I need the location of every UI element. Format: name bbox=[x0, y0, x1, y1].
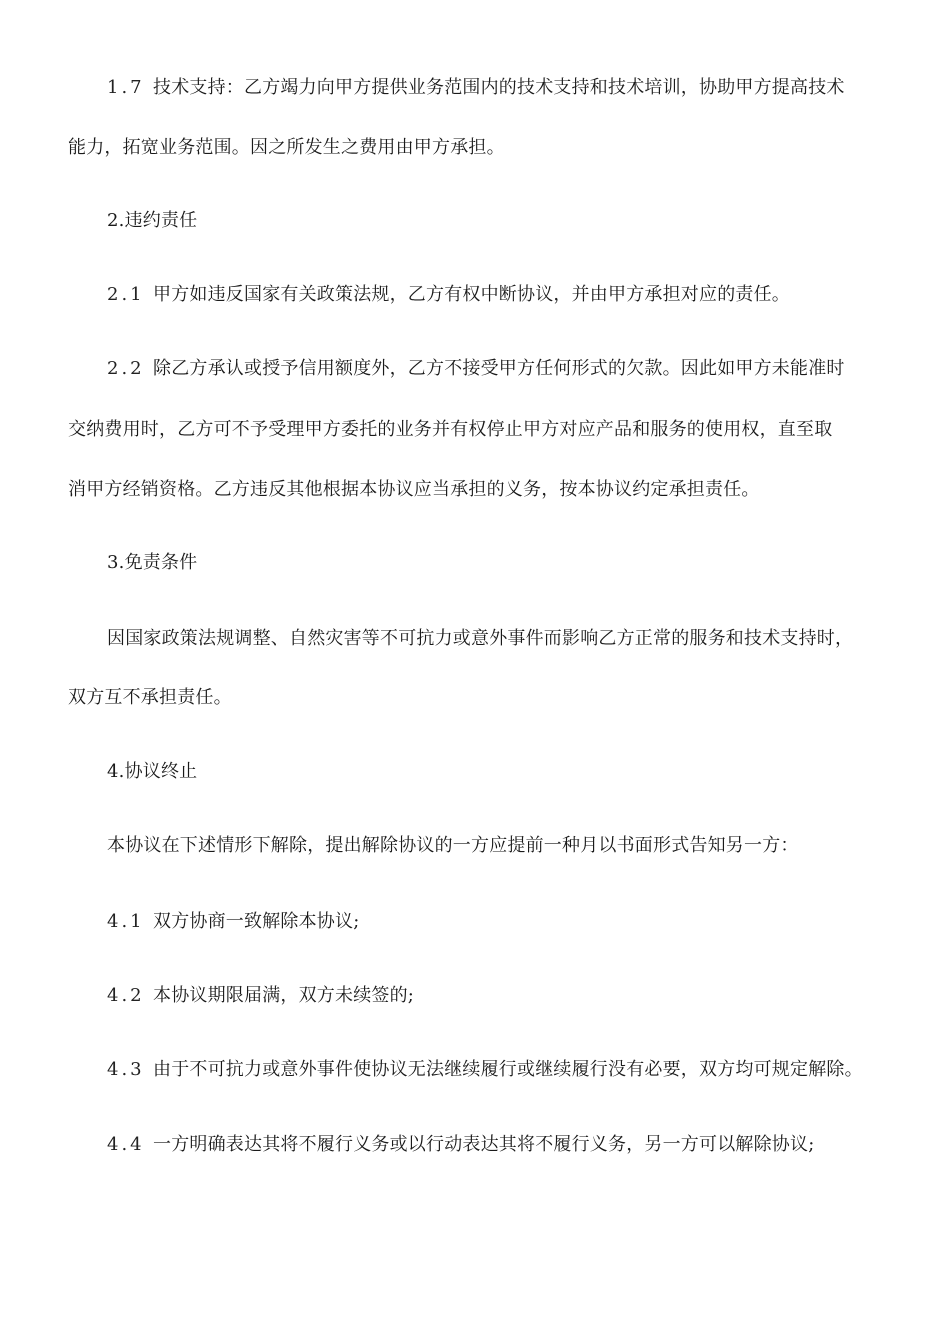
clause-4-1 bbox=[107, 910, 359, 934]
clause-number: 2.2 bbox=[107, 358, 145, 379]
clause-2-2-line-2: 交纳费用时，乙方可不予受理甲方委托的业务并有权停止甲方对应产品和服务的使用权，直至取 bbox=[68, 419, 833, 440]
clause-4-2 bbox=[107, 984, 414, 1008]
clause-1-7-line-1 bbox=[107, 76, 845, 100]
section-heading-3: 3.免责条件 bbox=[107, 552, 198, 573]
paragraph-3-line-2: 双方互不承担责任。 bbox=[68, 687, 232, 708]
clause-4-4 bbox=[107, 1133, 814, 1157]
paragraph-3-line-1: 因国家政策法规调整、自然灾害等不可抗力或意外事件而影响乙方正常的服务和技术支持时， bbox=[107, 628, 854, 649]
clause-number: 4.3 bbox=[107, 1059, 145, 1080]
clause-text: 技术支持：乙方竭力向甲方提供业务范围内的技术支持和技术培训，协助甲方提高技术 bbox=[153, 77, 845, 98]
clause-4-3 bbox=[107, 1058, 863, 1082]
section-heading-2: 2.违约责任 bbox=[107, 210, 198, 231]
clause-2-2-line-3: 消甲方经销资格。乙方违反其他根据本协议应当承担的义务，按本协议约定承担责任。 bbox=[68, 479, 760, 500]
section-heading-4: 4.协议终止 bbox=[107, 761, 198, 782]
clause-number: 1.7 bbox=[107, 77, 145, 98]
clause-number: 4.4 bbox=[107, 1134, 145, 1155]
clause-text: 本协议期限届满，双方未续签的; bbox=[153, 985, 415, 1006]
clause-text: 由于不可抗力或意外事件使协议无法继续履行或继续履行没有必要，双方均可规定解除。 bbox=[153, 1059, 863, 1080]
clause-1-7-line-2: 能力，拓宽业务范围。因之所发生之费用由甲方承担。 bbox=[68, 137, 505, 158]
clause-number: 4.2 bbox=[107, 985, 145, 1006]
clause-2-2-line-1 bbox=[107, 357, 845, 381]
clause-text: 一方明确表达其将不履行义务或以行动表达其将不履行义务，另一方可以解除协议; bbox=[153, 1134, 815, 1155]
clause-number: 4.1 bbox=[107, 911, 145, 932]
clause-text: 除乙方承认或授予信用额度外，乙方不接受甲方任何形式的欠款。因此如甲方未能准时 bbox=[153, 358, 845, 379]
clause-text: 双方协商一致解除本协议; bbox=[153, 911, 360, 932]
clause-2-1 bbox=[107, 283, 790, 307]
clause-text: 甲方如违反国家有关政策法规，乙方有权中断协议，并由甲方承担对应的责任。 bbox=[153, 284, 790, 305]
clause-number: 2.1 bbox=[107, 284, 145, 305]
paragraph-4-intro: 本协议在下述情形下解除，提出解除协议的一方应提前一种月以书面形式告知另一方： bbox=[107, 835, 799, 856]
